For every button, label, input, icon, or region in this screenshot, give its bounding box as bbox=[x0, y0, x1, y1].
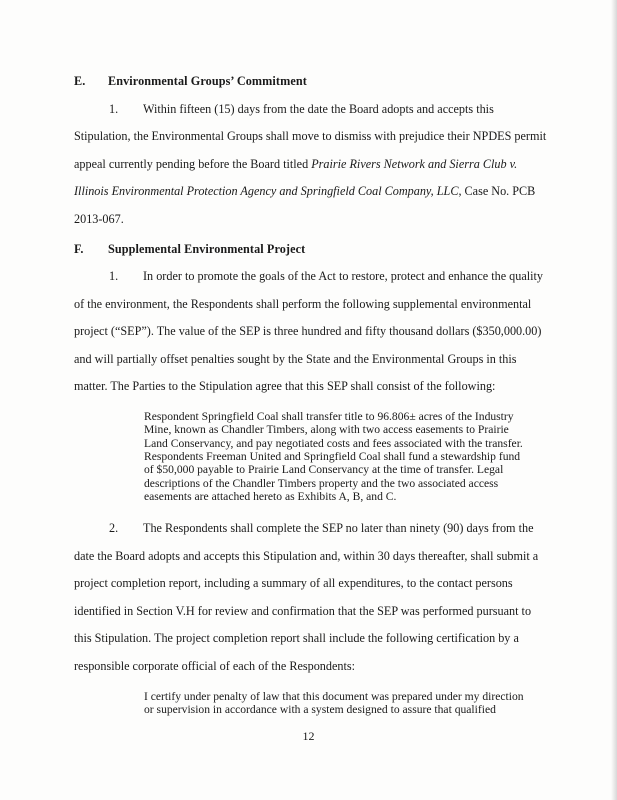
section-e-p1-line3-text: appeal currently pending before the Board titled bbox=[74, 157, 312, 171]
case-title-part2: Illinois Environmental Protection Agency and Springfield Coal Company, LLC bbox=[74, 184, 459, 198]
sep-quote-line: Mine, known as Chandler Timbers, along with two access easements to Prairie bbox=[144, 423, 509, 436]
scan-edge-shadow bbox=[611, 0, 617, 800]
section-e-heading bbox=[74, 74, 307, 89]
certification-quote-line: I certify under penalty of law that this document was prepared under my direction bbox=[144, 690, 524, 703]
sep-quote-line: easements are attached hereto as Exhibits A, B, and C. bbox=[144, 490, 397, 503]
section-e-p1-line1-text: Within fifteen (15) days from the date the Board adopts and accepts this bbox=[143, 102, 494, 116]
section-f-p1-line4: and will partially offset penalties sought by the State and the Environmental Groups in this bbox=[74, 352, 517, 366]
sep-quote-line: Land Conservancy, and pay negotiated costs and fees associated with the transfer. bbox=[144, 437, 523, 450]
section-e-title: Environmental Groups’ Commitment bbox=[108, 74, 307, 88]
section-f-p1-number: 1. bbox=[109, 269, 119, 283]
section-e-p1-number: 1. bbox=[109, 102, 119, 116]
page-number: 12 bbox=[302, 729, 315, 743]
section-e-p1-line3 bbox=[74, 157, 517, 172]
sep-quote-line: of $50,000 payable to Prairie Land Conservancy at the time of transfer. Legal bbox=[144, 463, 504, 476]
section-f-p1-line3: project (“SEP”). The value of the SEP is three hundred and fifty thousand dollars ($350,000.00) bbox=[74, 324, 542, 338]
sep-quote-line: descriptions of the Chandler Timbers property and the two associated access bbox=[144, 477, 499, 490]
section-f-p2-line4: identified in Section V.H for review and confirmation that the SEP was performed pursuant to bbox=[74, 604, 532, 618]
section-f-heading bbox=[74, 242, 305, 257]
section-f-p1-line5: matter. The Parties to the Stipulation agree that this SEP shall consist of the following: bbox=[74, 379, 496, 393]
section-f-p2-line3: project completion report, including a summary of all expenditures, to the contact persons bbox=[74, 576, 513, 590]
section-e-p1-line1 bbox=[109, 102, 494, 117]
certification-quote-line: or supervision in accordance with a system designed to assure that qualified bbox=[144, 703, 496, 716]
sep-quote-line: Respondent Springfield Coal shall transfer title to 96.806± acres of the Industry bbox=[144, 410, 514, 423]
section-e-p1-line5: 2013-067. bbox=[74, 212, 124, 226]
section-f-letter: F. bbox=[74, 242, 84, 256]
case-number-text: , Case No. PCB bbox=[458, 184, 536, 198]
section-f-p2-line2: date the Board adopts and accepts this Stipulation and, within 30 days thereafter, shall submit a bbox=[74, 549, 539, 563]
section-f-p2-line5: this Stipulation. The project completion report shall include the following certification by a bbox=[74, 631, 519, 645]
section-e-p1-line2: Stipulation, the Environmental Groups shall move to dismiss with prejudice their NPDES permit bbox=[74, 129, 547, 143]
section-e-p1-line4 bbox=[74, 184, 535, 199]
section-f-title: Supplemental Environmental Project bbox=[108, 242, 306, 256]
section-f-p1-line1 bbox=[109, 269, 543, 284]
section-f-p2-line1 bbox=[109, 521, 533, 536]
section-e-letter: E. bbox=[74, 74, 86, 88]
section-f-p1-line2: of the environment, the Respondents shall perform the following supplemental environmental bbox=[74, 297, 532, 311]
section-f-p2-number: 2. bbox=[109, 521, 119, 535]
sep-quote-line: Respondents Freeman United and Springfield Coal shall fund a stewardship fund bbox=[144, 450, 521, 463]
section-f-p2-line1-text: The Respondents shall complete the SEP no later than ninety (90) days from the bbox=[143, 521, 534, 535]
section-f-p2-line6: responsible corporate official of each of the Respondents: bbox=[74, 659, 356, 673]
case-title-part1: Prairie Rivers Network and Sierra Club v. bbox=[311, 157, 518, 171]
section-f-p1-line1-text: In order to promote the goals of the Act to restore, protect and enhance the quality bbox=[143, 269, 544, 283]
